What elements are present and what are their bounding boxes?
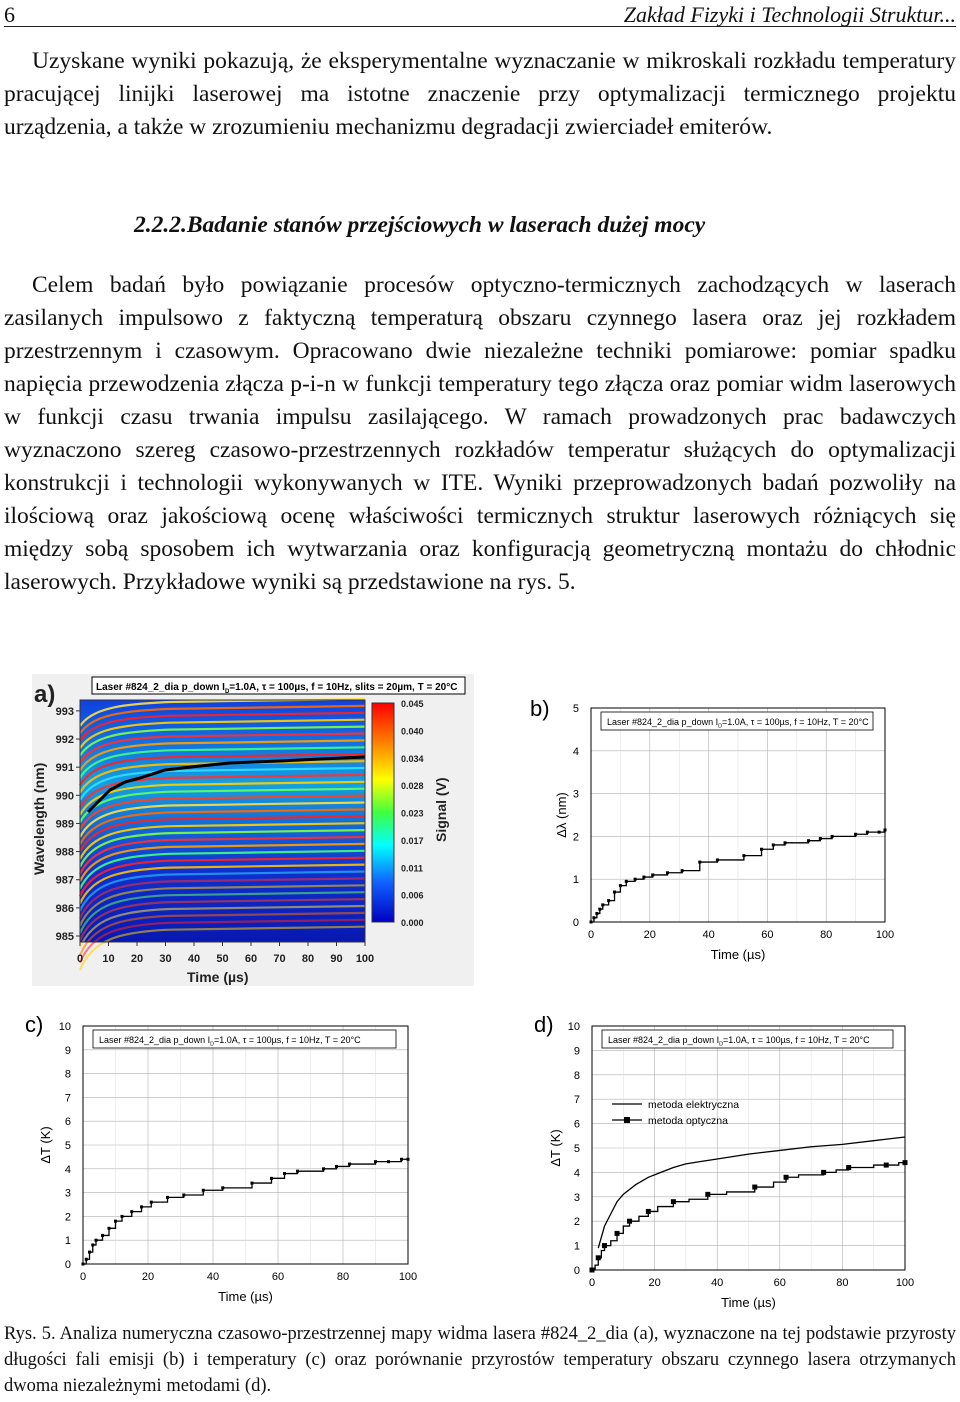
data-point <box>819 837 822 840</box>
data-point <box>615 1231 620 1236</box>
panel-label: b) <box>530 696 550 721</box>
data-point <box>82 1263 85 1266</box>
x-tick-label: 90 <box>330 953 343 965</box>
colorbar-tick-label: 0.017 <box>401 835 424 846</box>
page-number: 6 <box>4 2 15 27</box>
colorbar-tick-label: 0.006 <box>401 890 424 901</box>
data-point <box>114 1220 117 1223</box>
data-point <box>884 828 887 831</box>
x-tick-label: 100 <box>355 953 375 965</box>
y-tick-label: 10 <box>567 1021 580 1033</box>
x-tick-label: 60 <box>761 929 774 941</box>
x-tick-label: 20 <box>130 953 144 965</box>
colorbar-tick-label: 0.028 <box>401 781 424 792</box>
data-point <box>596 1255 601 1260</box>
x-tick-label: 60 <box>271 1271 285 1283</box>
data-point <box>121 1215 124 1218</box>
x-tick-label: 0 <box>588 1277 596 1289</box>
y-tick-label: 7 <box>64 1092 71 1105</box>
x-tick-label: 0 <box>587 929 595 941</box>
data-point <box>91 1243 94 1246</box>
data-point <box>625 880 628 883</box>
data-point <box>752 1185 757 1190</box>
y-tick-label: 992 <box>55 734 74 747</box>
data-point <box>202 1189 205 1192</box>
data-point <box>866 831 869 834</box>
x-tick-label: 70 <box>273 953 286 965</box>
data-point <box>613 891 616 894</box>
data-point <box>590 921 593 924</box>
x-tick-label: 0 <box>76 953 84 965</box>
data-point <box>619 884 622 887</box>
y-tick-label: 8 <box>573 1069 580 1082</box>
colorbar-tick-label: 0.000 <box>401 918 424 928</box>
legend-marker-optyczna <box>624 1117 630 1123</box>
legend-label-optyczna: metoda optyczna <box>648 1115 728 1127</box>
data-point <box>595 912 598 915</box>
data-point <box>182 1193 185 1196</box>
panel-a <box>31 674 474 986</box>
data-point <box>903 1160 908 1165</box>
y-tick-label: 1 <box>64 1235 71 1248</box>
data-point <box>150 1201 153 1204</box>
y-tick-label: 3 <box>573 1191 580 1204</box>
running-head: Zakład Fizyki i Technologii Struktur... <box>623 2 956 27</box>
colorbar-tick-label: 0.011 <box>401 863 424 874</box>
panel-label: d) <box>534 1012 554 1037</box>
x-tick-label: 80 <box>336 1271 350 1283</box>
x-tick-label: 20 <box>141 1271 155 1283</box>
data-point <box>322 1167 325 1170</box>
y-tick-label: 0 <box>64 1259 71 1271</box>
data-point <box>95 1239 98 1242</box>
y-tick-label: 8 <box>64 1068 71 1081</box>
y-tick-label: 7 <box>573 1094 580 1107</box>
data-point <box>592 916 595 919</box>
y-axis-label: Δλ (nm) <box>554 792 569 838</box>
data-point <box>607 899 610 902</box>
colorbar-tick-label: 0.040 <box>401 726 424 737</box>
panel-label: a) <box>34 681 56 708</box>
data-point <box>602 1243 607 1248</box>
y-tick-label: 993 <box>55 705 74 718</box>
x-tick-label: 100 <box>895 1277 915 1289</box>
x-tick-label: 40 <box>702 929 715 941</box>
data-point <box>651 873 654 876</box>
data-point <box>251 1182 254 1185</box>
data-point <box>884 1163 889 1168</box>
x-tick-label: 10 <box>102 953 115 965</box>
y-tick-label: 2 <box>572 831 579 844</box>
x-tick-label: 30 <box>159 953 172 965</box>
data-point <box>166 1196 169 1199</box>
y-tick-label: 991 <box>55 762 74 775</box>
data-point <box>666 871 669 874</box>
legend-label-elektryczna: metoda elektryczna <box>648 1099 740 1111</box>
y-tick-label: 988 <box>55 846 74 859</box>
data-point <box>671 1199 676 1204</box>
figure-caption: Rys. 5. Analiza numeryczna czasowo-przestrzennej mapy widma lasera #824_2_dia (a), wyznaczone na tej podstawie przyrosty długości fali emisji (b) i temperatury (c) oraz porównanie przyrostów temperatury obszaru czynnego lasera otrzymanych dwoma niezależnymi metodami (d). <box>4 1324 956 1396</box>
panel-d <box>534 1012 914 1310</box>
y-tick-label: 990 <box>55 790 74 803</box>
colorbar-tick-label: 0.045 <box>401 699 424 709</box>
panel-b <box>530 696 894 962</box>
x-tick-label: 40 <box>206 1271 220 1283</box>
data-point <box>854 833 857 836</box>
x-tick-label: 20 <box>643 929 656 941</box>
y-axis-label: ΔT (K) <box>38 1126 53 1164</box>
data-point <box>85 1258 88 1261</box>
data-point <box>601 903 604 906</box>
x-tick-label: 40 <box>711 1277 724 1289</box>
y-tick-label: 4 <box>64 1163 71 1176</box>
data-point <box>646 1209 651 1214</box>
y-tick-label: 9 <box>573 1045 580 1058</box>
data-point <box>772 843 775 846</box>
x-tick-label: 100 <box>398 1271 418 1283</box>
data-point <box>335 1165 338 1168</box>
x-axis-label: Time (µs) <box>218 1289 273 1304</box>
y-tick-label: 5 <box>64 1140 71 1152</box>
y-tick-label: 6 <box>64 1116 71 1129</box>
data-point <box>130 1210 133 1213</box>
y-tick-label: 2 <box>64 1211 71 1224</box>
data-point <box>296 1170 299 1173</box>
x-axis-label: Time (µs) <box>187 969 249 985</box>
y-tick-label: 989 <box>55 818 74 831</box>
data-point <box>642 876 645 879</box>
panel-c <box>25 1012 417 1304</box>
x-tick-label: 60 <box>244 953 258 965</box>
chart-title: Laser #824_2_dia p_down $I_D=1.0A$, τ = 100µs, f = 10Hz, slits = 20µm, T = 20°C <box>96 682 458 695</box>
panel-label: c) <box>25 1012 44 1037</box>
x-tick-label: 40 <box>187 953 201 965</box>
x-tick-label: 80 <box>301 953 315 965</box>
data-point <box>742 854 745 857</box>
paragraph-2-text: Celem badań było powiązanie procesów optyczno-termicznych zachodzących w laserach zasilanych impulsowo z faktyczną temperaturą obszaru czynnego lasera oraz jej rozkładem przestrzennym i czasowym. Opracowano dwie niezależne techniki pomiarowe: pomiar spadku napięcia przewodzenia złącza p-i-n w funkcji temperatury tego złącza oraz pomiar widm laserowych w funkcji czasu trwania impulsu zasilającego. W ramach prowadzonych prac badawczych wyznaczono szereg czasowo-przestrzennych rozkładów temperatur służących do optymalizacji konstrukcji i technologii wykonywanych w ITE. Wyniki przeprowadzonych badań pozwoliły na ilościową oraz jakościową ocenę właściwości termicznych struktur laserowych różniących się między sobą sposobem ich wytwarzania oraz konfiguracją geometryczną montażu do chłodnic laserowych. Przykładowe wyniki są przedstawione na rys. 5. <box>4 272 956 595</box>
x-tick-label: 20 <box>648 1277 661 1289</box>
y-tick-label: 3 <box>572 788 579 801</box>
data-point <box>140 1205 143 1208</box>
data-point <box>716 858 719 861</box>
y-tick-label: 987 <box>55 874 74 887</box>
data-point <box>283 1172 286 1175</box>
y-tick-label: 0 <box>572 917 579 929</box>
data-point <box>88 1251 91 1254</box>
y-tick-label: 1 <box>573 1240 580 1253</box>
data-point <box>681 869 684 872</box>
y-tick-label: 5 <box>573 1143 580 1155</box>
y-tick-label: 985 <box>55 931 74 943</box>
data-point <box>698 861 701 864</box>
y-tick-label: 9 <box>64 1044 71 1057</box>
section-number: 2.2.2. <box>134 212 187 238</box>
y-tick-label: 6 <box>573 1118 580 1131</box>
data-point <box>784 1175 789 1180</box>
data-point <box>807 839 810 842</box>
data-point <box>221 1186 224 1189</box>
data-point <box>407 1158 410 1161</box>
data-point <box>821 1170 826 1175</box>
x-tick-label: 0 <box>79 1271 87 1283</box>
colorbar-tick-label: 0.034 <box>401 753 424 764</box>
y-tick-label: 986 <box>55 902 74 915</box>
y-tick-label: 0 <box>573 1265 580 1277</box>
chart-title: Laser #824_2_dia p_down $I_D=1.0A$, τ = 100µs, f = 10Hz, T = 20°C <box>607 717 869 730</box>
x-tick-label: 100 <box>875 929 895 941</box>
y-axis-label: ΔT (K) <box>548 1129 563 1167</box>
data-point <box>846 1165 851 1170</box>
data-point <box>784 841 787 844</box>
y-tick-label: 4 <box>573 1167 580 1180</box>
data-point <box>101 1234 104 1237</box>
data-point <box>878 831 881 834</box>
y-tick-label: 3 <box>64 1187 71 1200</box>
data-point <box>705 1192 710 1197</box>
x-tick-label: 60 <box>773 1277 786 1289</box>
section-title: Badanie stanów przejściowych w laserach dużej mocy <box>186 212 706 238</box>
y-tick-label: 2 <box>573 1216 580 1229</box>
data-point <box>590 1268 595 1273</box>
data-point <box>387 1160 390 1163</box>
x-tick-label: 80 <box>820 929 833 941</box>
y-tick-label: 5 <box>572 703 579 715</box>
paragraph-1-text: Uzyskane wyniki pokazują, że eksperymentalne wyznaczanie w mikroskali rozkładu temperatury pracującej linijki laserowej ma istotne znaczenie przy optymalizacji termicznego projektu urządzenia, a także w zrozumieniu mechanizmu degradacji zwierciadeł emiterów. <box>4 48 956 140</box>
data-point <box>627 1219 632 1224</box>
colorbar-label: Signal (V) <box>433 777 449 842</box>
data-point <box>270 1177 273 1180</box>
y-tick-label: 1 <box>572 874 579 887</box>
data-point <box>598 908 601 911</box>
x-tick-label: 80 <box>836 1277 849 1289</box>
y-axis-label: Wavelength (nm) <box>31 762 47 875</box>
colorbar <box>372 703 394 922</box>
data-point <box>634 878 637 881</box>
data-point <box>400 1158 403 1161</box>
data-point <box>831 835 834 838</box>
colorbar-tick-label: 0.023 <box>401 808 424 819</box>
data-point <box>108 1227 111 1230</box>
chart-title: Laser #824_2_dia p_down $I_D=1.0A$, τ = 100µs, f = 10Hz, T = 20°C <box>99 1035 361 1048</box>
data-point <box>348 1163 351 1166</box>
y-tick-label: 4 <box>572 745 579 758</box>
x-axis-label: Time (µs) <box>710 947 766 962</box>
chart-title: Laser #824_2_dia p_down $I_D=1.0A$, τ = 100µs, f = 10Hz, T = 20°C <box>608 1035 870 1048</box>
data-point <box>760 848 763 851</box>
x-axis-label: Time (µs) <box>721 1295 776 1310</box>
data-point <box>374 1160 377 1163</box>
x-tick-label: 50 <box>216 953 229 965</box>
y-tick-label: 10 <box>58 1021 71 1033</box>
